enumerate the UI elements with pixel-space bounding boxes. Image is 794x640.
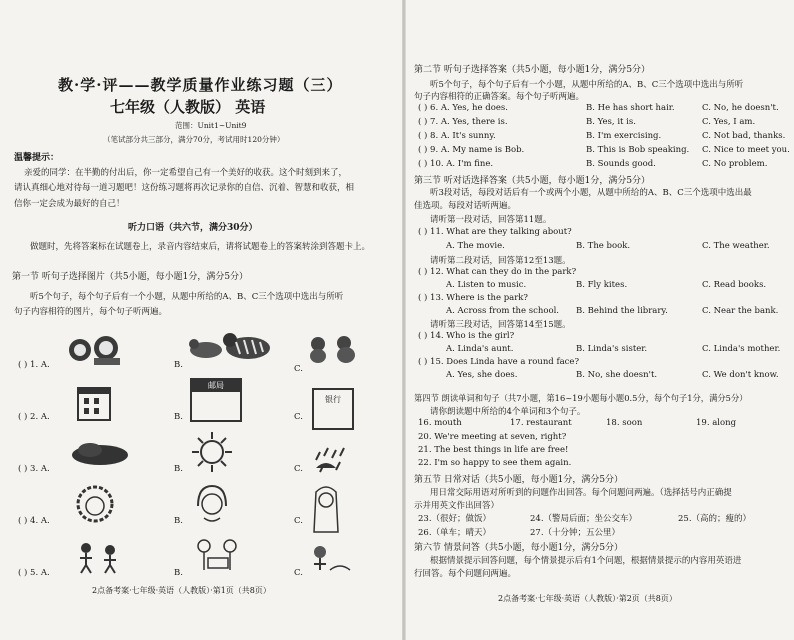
q14-a: A. Linda's aunt.: [446, 344, 514, 354]
section2-title: 第二节 听句子选择答案（共5小题，每小题1分，满分5分）: [414, 65, 651, 75]
q12-a: A. Listen to music.: [446, 280, 527, 290]
long-hair-girl-image: [308, 482, 344, 536]
exam-info: （笔试部分共三部分，满分70分，考试用时120分钟）: [103, 135, 285, 144]
q12: ( ) 12. What can they do in the park?: [418, 267, 577, 277]
q9-b: B. This is Bob speaking.: [586, 145, 690, 155]
bank-sign: 银行: [325, 395, 341, 404]
curly-hair-girl-image: [74, 482, 116, 526]
q7-c: C. Yes, I am.: [702, 117, 756, 127]
section2-intro-1: 听5个句子，每个句子后有一个小题，从题中所给的A、B、C三个选项中选出与所听: [430, 80, 744, 90]
exam-subtitle: 七年级（人教版） 英语: [110, 98, 266, 116]
sentence-22: 22. I'm so happy to see them again.: [418, 458, 572, 468]
section3-title: 第三节 听对话选择答案（共5小题，每小题1分，满分5分）: [414, 176, 651, 186]
kids-drawing-image: [306, 540, 354, 580]
q14-b: B. Linda's sister.: [576, 344, 648, 354]
q15-a: A. Yes, she does.: [446, 370, 518, 380]
kids-reading-image: [188, 536, 248, 576]
sentence-21: 21. The best things in life are free!: [418, 445, 569, 455]
dialog2-prompt: 请听第二段对话，回答第12至13题。: [430, 256, 571, 266]
section1-intro-1: 听5个句子，每个句子后有一个小题，从题中所给的A、B、C三个选项中选出与所听: [30, 292, 344, 302]
section3-intro-1: 听3段对话，每段对话后有一个或两个小题，从题中所给的A、B、C三个选项中选出最: [430, 188, 752, 198]
q14-c: C. Linda's mother.: [702, 344, 781, 354]
q4-label: ( ) 4. A.: [18, 516, 50, 526]
q6: ( ) 6. A. Yes, he does.: [418, 103, 508, 113]
q3-c-label: C.: [294, 464, 303, 474]
right-footer: 2点备考案·七年级·英语（人教版）·第2页（共8页）: [498, 594, 677, 603]
q6-c: C. No, he doesn't.: [702, 103, 779, 113]
q8-c: C. Not bad, thanks.: [702, 131, 786, 141]
q7: ( ) 7. A. Yes, there is.: [418, 117, 508, 127]
q4-c-label: C.: [294, 516, 303, 526]
bank-building-image: [74, 382, 114, 422]
section5-intro-1: 用日常交际用语对所听到的问题作出回答。每个问题问两遍。（选择括号内正确提: [430, 488, 732, 498]
q9: ( ) 9. A. My name is Bob.: [418, 145, 525, 155]
tip-line-3: 信你一定会成为最好的自己！: [14, 199, 125, 209]
section5-intro-2: 示并用英文作出回答）: [414, 501, 500, 511]
dialog1-prompt: 请听第一段对话，回答第11题。: [430, 215, 552, 225]
sunny-image: [190, 430, 234, 474]
section6-intro-1: 根据情景提示回答问题，每个情景提示后有1个问题，根据情景提示的内容用英语进: [430, 556, 742, 566]
q15: ( ) 15. Does Linda have a round face?: [418, 357, 580, 367]
lions-image: [66, 332, 126, 366]
q5-b-label: B.: [174, 568, 183, 578]
monkeys-image: [304, 334, 364, 364]
prompt-25: 25.（高的；瘦的）: [678, 514, 752, 524]
sentence-20: 20. We're meeting at seven, right?: [418, 432, 567, 442]
q2-label: ( ) 2. A.: [18, 412, 50, 422]
section1-intro-2: 句子内容相符的图片，每个句子听两遍。: [14, 307, 168, 317]
bank-sign-image: [312, 388, 354, 430]
q13: ( ) 13. Where is the park?: [418, 293, 528, 303]
post-office-sign: 邮局: [192, 380, 240, 392]
q2-c-label: C.: [294, 412, 303, 422]
q1-c-label: C.: [294, 364, 303, 374]
exam-scope: 范围：Unit1~Unit9: [175, 121, 247, 130]
section1-title: 第一节 听句子选择图片（共5小题，每小题1分，满分5分）: [12, 272, 249, 282]
listening-intro: 做题时，先将答案标在试题卷上，录音内容结束后，请将试题卷上的答案转涂到答题卡上。: [30, 242, 371, 252]
post-office-image: [190, 378, 242, 422]
q2-b-label: B.: [174, 412, 183, 422]
q8-b: B. I'm exercising.: [586, 131, 662, 141]
q14: ( ) 14. Who is the girl?: [418, 331, 515, 341]
q1-b-label: B.: [174, 360, 183, 370]
q9-c: C. Nice to meet you.: [702, 145, 790, 155]
q1-label: ( ) 1. A.: [18, 360, 50, 370]
q10-c: C. No problem.: [702, 159, 768, 169]
word-19: 19. along: [696, 418, 737, 428]
q10-b: B. Sounds good.: [586, 159, 656, 169]
q11-c: C. The weather.: [702, 241, 770, 251]
q12-b: B. Fly kites.: [576, 280, 628, 290]
kids-playing-image: [74, 538, 124, 578]
section3-intro-2: 佳选项。每段对话听两遍。: [414, 201, 517, 211]
tip-line-1: 亲爱的同学：在半勤的付出后，你一定希望自己有一个美好的收获。这个时刻到来了，: [24, 168, 348, 178]
q11-b: B. The book.: [576, 241, 631, 251]
q7-b: B. Yes, it is.: [586, 117, 636, 127]
section4-intro: 请你朗读题中所给的4个单词和3个句子。: [430, 407, 586, 417]
rainy-image: [306, 442, 354, 478]
q13-c: C. Near the bank.: [702, 306, 779, 316]
q3-label: ( ) 3. A.: [18, 464, 50, 474]
tip-heading: 温馨提示：: [14, 153, 60, 163]
cloudy-image: [70, 440, 132, 470]
right-page: [406, 0, 794, 640]
dialog3-prompt: 请听第三段对话，回答第14至15题。: [430, 320, 571, 330]
tip-line-2: 请认真细心地对待每一道习题吧！这份练习题将再次记录你的自信、沉着、智慧和收获，相: [14, 183, 355, 193]
word-16: 16. mouth: [418, 418, 462, 428]
q13-b: B. Behind the library.: [576, 306, 668, 316]
listening-heading: 听力口语（共六节，满分30分）: [128, 223, 258, 233]
section5-title: 第五节 日常对话（共5小题，每小题1分，满分5分）: [414, 475, 624, 485]
word-17: 17. restaurant: [510, 418, 572, 428]
q8: ( ) 8. A. It's sunny.: [418, 131, 496, 141]
q6-b: B. He has short hair.: [586, 103, 675, 113]
q5-label: ( ) 5. A.: [18, 568, 50, 578]
prompt-27: 27.（十分钟；五公里）: [530, 528, 621, 538]
prompt-23: 23.（很好；做饭）: [418, 514, 492, 524]
q15-b: B. No, she doesn't.: [576, 370, 658, 380]
q12-c: C. Read books.: [702, 280, 767, 290]
q4-b-label: B.: [174, 516, 183, 526]
tigers-image: [186, 330, 274, 366]
q13-a: A. Across from the school.: [446, 306, 560, 316]
section6-intro-2: 行回答。每个问题问两遍。: [414, 569, 517, 579]
q11-a: A. The movie.: [446, 241, 505, 251]
exam-title: 教·学·评——教学质量作业练习题（三）: [58, 76, 343, 94]
q15-c: C. We don't know.: [702, 370, 779, 380]
q3-b-label: B.: [174, 464, 183, 474]
q11: ( ) 11. What are they talking about?: [418, 227, 572, 237]
left-footer: 2点备考案·七年级·英语（人教版）·第1页（共8页）: [92, 586, 271, 595]
q5-c-label: C.: [294, 568, 303, 578]
word-18: 18. soon: [606, 418, 643, 428]
section2-intro-2: 句子内容相符的正确答案。每个句子听两遍。: [414, 92, 585, 102]
short-hair-girl-image: [192, 482, 232, 524]
prompt-24: 24.（警局后面；坐公交车）: [530, 514, 638, 524]
prompt-26: 26.（单车；晴天）: [418, 528, 492, 538]
section4-title: 第四节 朗读单词和句子（共7小题，第16~19小题每小题0.5分，每个句子1分，满分5分）: [414, 393, 748, 403]
q10: ( ) 10. A. I'm fine.: [418, 159, 494, 169]
section6-title: 第六节 情景问答（共5小题，每小题1分，满分5分）: [414, 543, 624, 553]
